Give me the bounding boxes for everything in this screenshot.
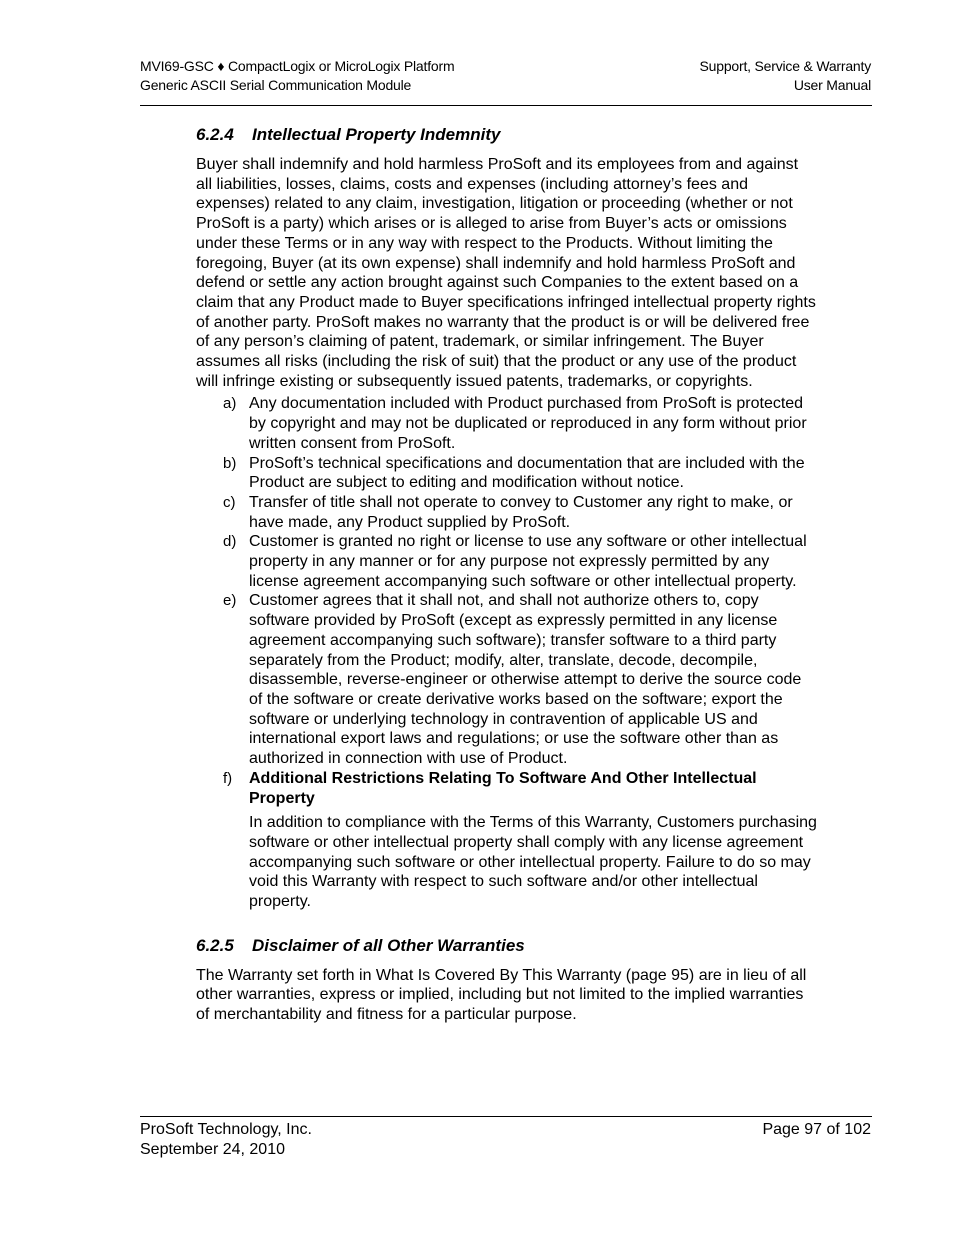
footer-divider (140, 1116, 872, 1117)
section-paragraph: The Warranty set forth in What Is Covered By This Warranty (page 95) are in lieu of all other warranties, express or implied, including but not limited to the implied warranties of merchantability and fitness for a particular purpose. (196, 966, 807, 1024)
list-item (196, 454, 818, 493)
list-item (196, 532, 818, 591)
list-item-text: ProSoft’s technical specifications and documentation that are included with the Product are subject to editing and modification without notice. (249, 454, 805, 492)
list-item (196, 493, 818, 532)
list-item-label: a) (223, 395, 237, 413)
section-heading-6-2-5 (196, 935, 818, 957)
section-heading-6-2-4 (196, 124, 818, 146)
footer-company: ProSoft Technology, Inc. (140, 1121, 312, 1138)
page-content (196, 124, 818, 1025)
list-item-text: Customer agrees that it shall not, and shall not authorize others to, copy software provided by ProSoft (except as expressly permitted in any license agreement accompanying such software); transfer software to a third party separately from the Product; modify, alter, translate, decode, decompile, disassemble, reverse-engineer or otherwise attempt to derive the source code of the software or create derivative works based on the software; export the software or underlying technology in contravention of applicable US and international export laws and regulations; or use the software other than as authorized in connection with use of Product. (249, 592, 802, 768)
list-item-text: Transfer of title shall not operate to convey to Customer any right to make, or have made, any Product supplied by ProSoft. (249, 493, 793, 531)
list-item-label: c) (223, 493, 236, 511)
list-item-label: b) (223, 454, 237, 472)
header-module: Generic ASCII Serial Communication Module (140, 77, 412, 93)
list-item-heading: Additional Restrictions Relating To Software And Other Intellectual Property (249, 769, 757, 807)
list-item-label: f) (223, 769, 233, 787)
header-manual-type: User Manual (793, 77, 871, 93)
list-item (196, 591, 818, 768)
list-item (196, 769, 818, 912)
section-title: Intellectual Property Indemnity (252, 125, 501, 144)
restrictions-list (196, 394, 818, 911)
list-item-label: d) (223, 533, 237, 551)
list-item-text: Any documentation included with Product purchased from ProSoft is protected by copyright and may not be duplicated or reproduced in any form without prior written consent from ProSoft. (249, 395, 807, 452)
section-title: Disclaimer of all Other Warranties (252, 935, 525, 955)
section-number: 6.2.5 (196, 935, 234, 955)
section-number: 6.2.4 (196, 125, 234, 144)
footer-page-number: Page 97 of 102 (762, 1121, 871, 1138)
page-footer (140, 1120, 871, 1159)
header-product: MVI69-GSC ♦ CompactLogix or MicroLogix Platform (140, 58, 455, 74)
header-divider (140, 105, 872, 106)
header-chapter: Support, Service & Warranty (699, 58, 871, 74)
section-paragraph: Buyer shall indemnify and hold harmless ProSoft and its employees from and against all liabilities, losses, claims, costs and expenses (including attorney’s fees and expenses) related to any claim, investigation, litigation or proceeding (whether or not ProSoft is a party) which arises or is alleged to arise from Buyer’s acts or omissions under these Terms or in any way with respect to the Products. Without limiting the foregoing, Buyer (at its own expense) shall indemnify and hold harmless ProSoft and defend or settle any action brought against such Companies to the extent based on a claim that any Product made to Buyer specifications infringed intellectual property rights of another party. ProSoft makes no warranty that the product is or will be delivered free of any person’s claiming of patent, trademark, or similar infringement. The Buyer assumes all risks (including the risk of suit) that the product or any use of the product will infringe existing or subsequently issued patents, trademarks, or copyrights. (196, 156, 816, 390)
footer-date: September 24, 2010 (140, 1140, 285, 1158)
list-item-text: In addition to compliance with the Terms of this Warranty, Customers purchasing software or other intellectual property shall comply with any license agreement accompanying such software or other intellectual property. Failure to do so may void this Warranty with respect to such software and/or other intellectual property. (249, 814, 817, 911)
list-item-text: Customer is granted no right or license to use any software or other intellectual property in any manner or for any purpose not expressly permitted by any license agreement accompanying such software or other intellectual property. (249, 533, 807, 590)
list-item (196, 394, 818, 453)
page-header (140, 57, 871, 95)
list-item-label: e) (223, 592, 237, 610)
